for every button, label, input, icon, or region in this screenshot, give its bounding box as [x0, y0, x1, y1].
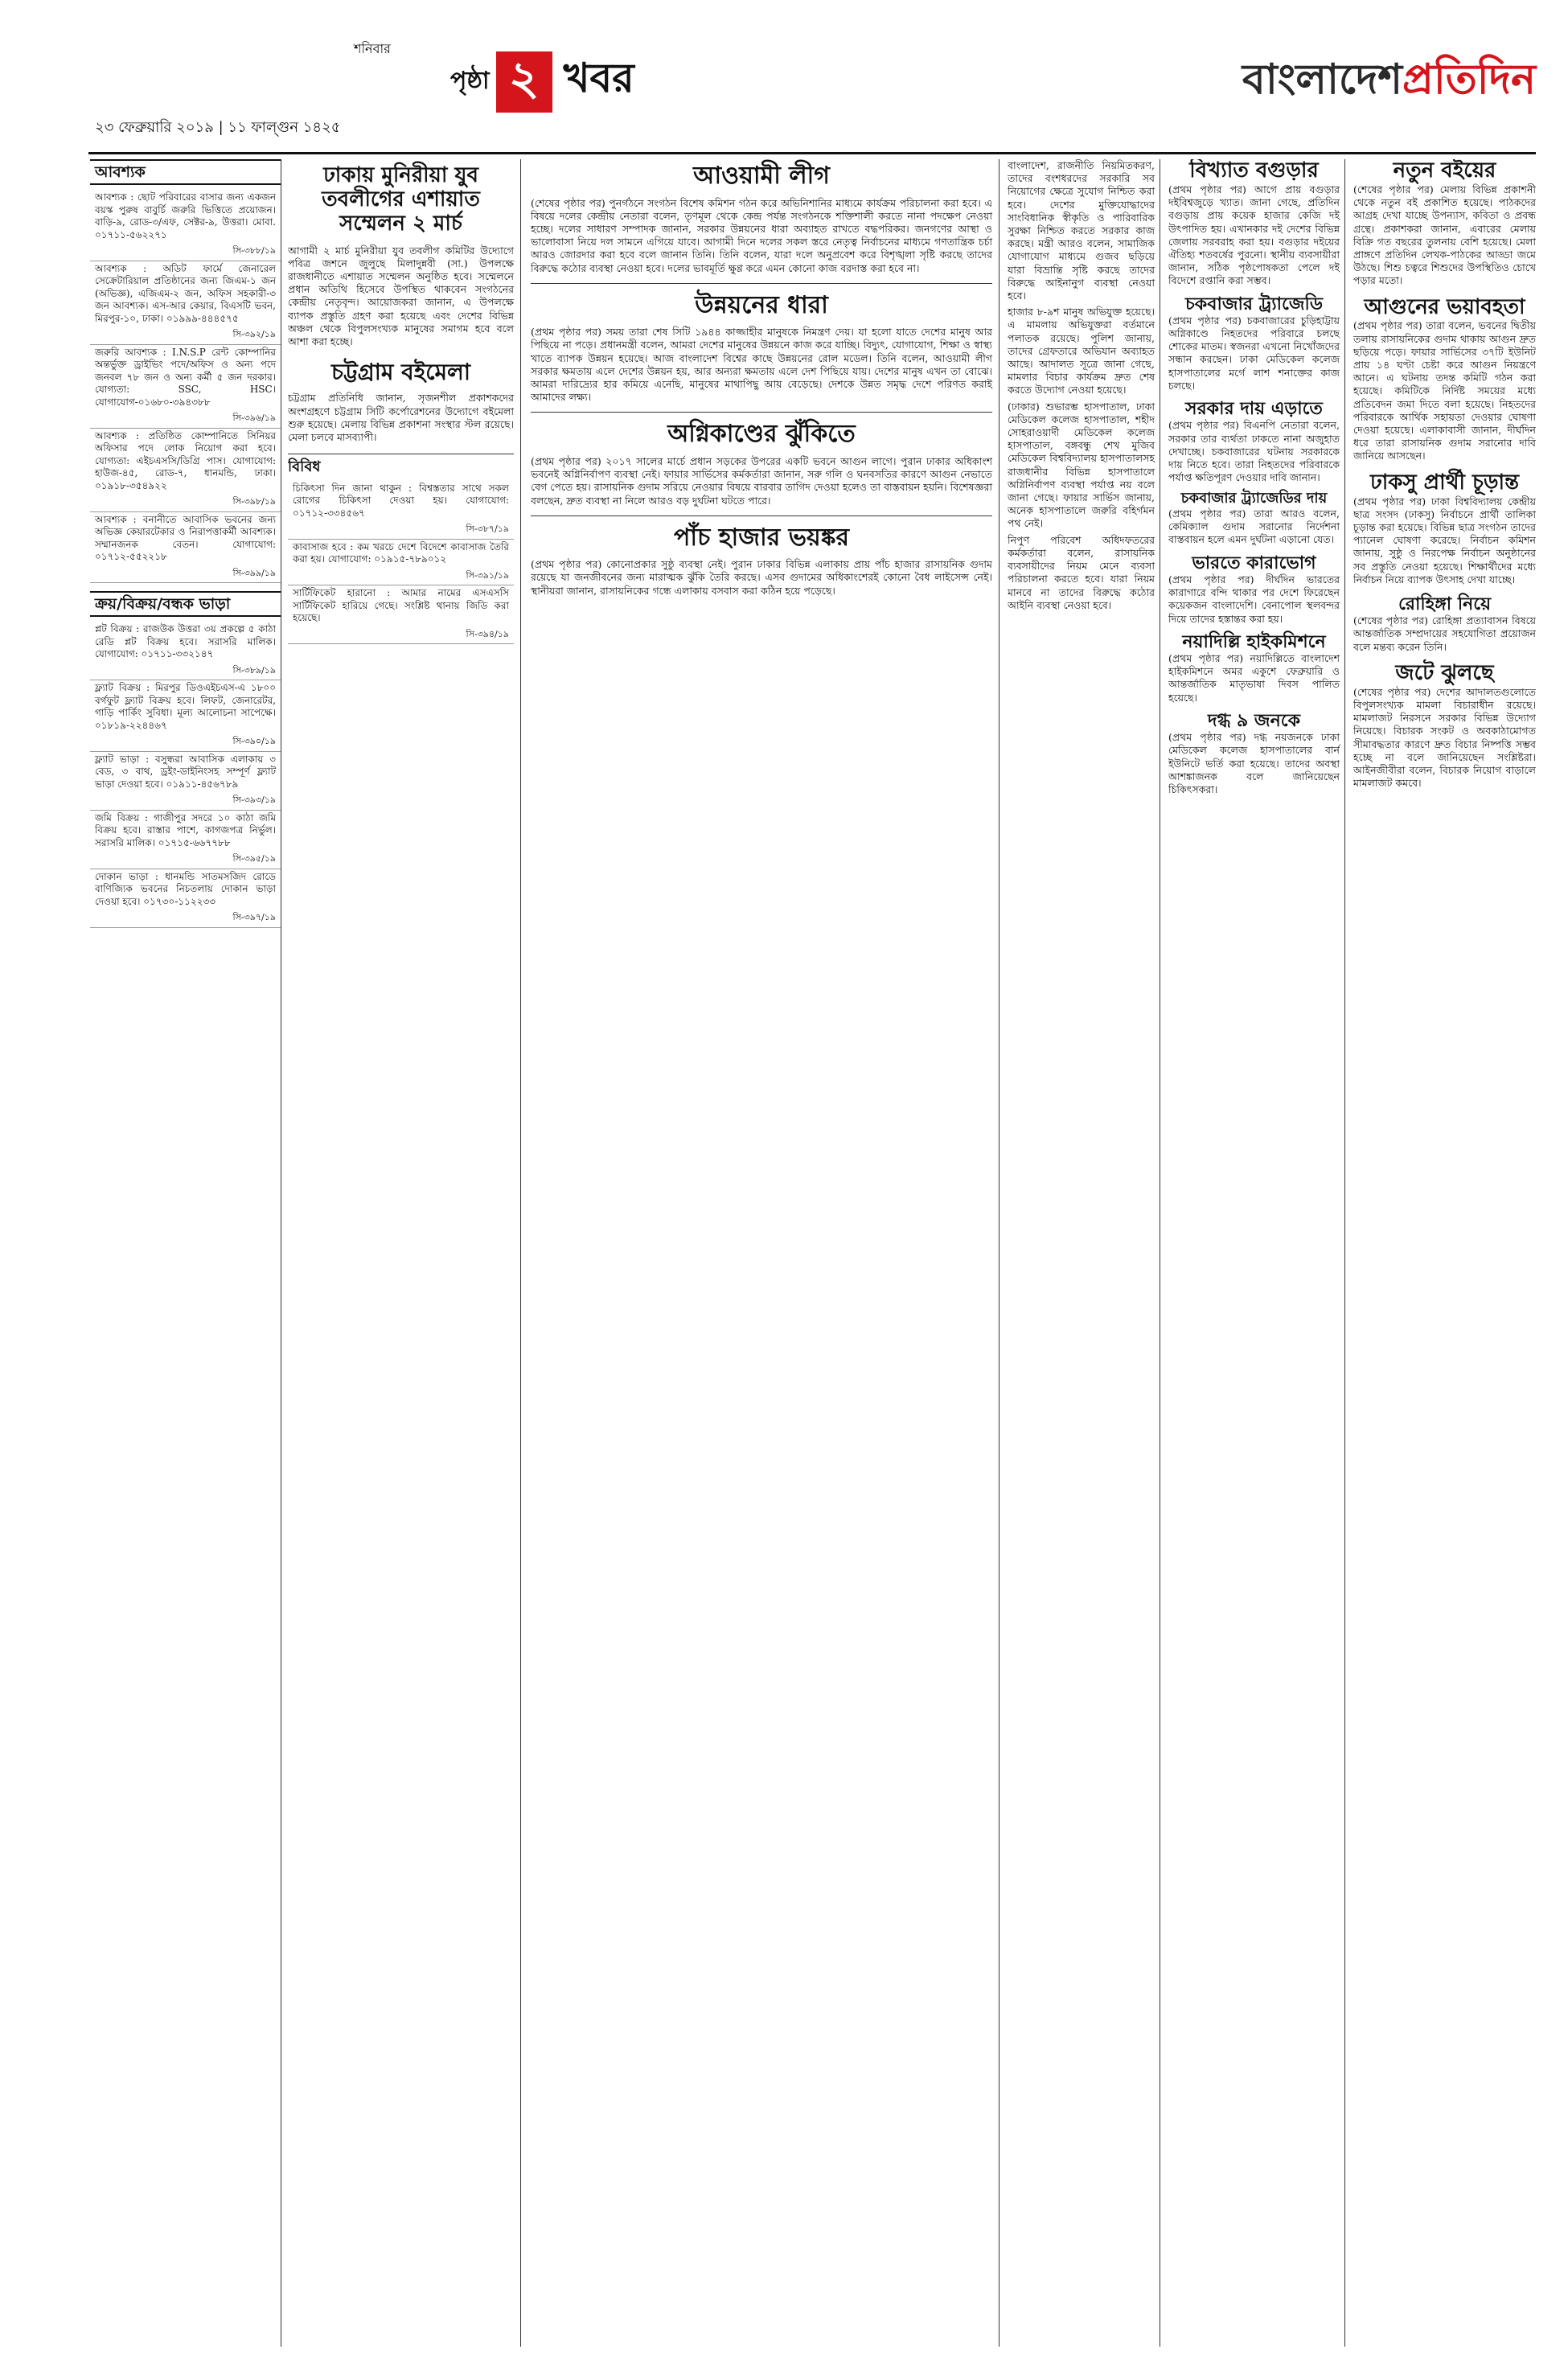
ad-reference: সি-৩৯৭/১৯ [232, 912, 276, 923]
headline-rohingya: রোহিঙ্গা নিয়ে [1398, 594, 1492, 614]
article-body: (প্রথম পৃষ্ঠার পর) দীর্ঘদিন ভারতের কারাগারে বন্দি থাকার পর দেশে ফিরেছেন কয়েকজন বাংলাদেশি। বেনাপোল স্থলবন্দর দিয়ে তাদের হস্তান্তর করা হয়। [1168, 573, 1340, 625]
ad-reference: সি-৩৯১/১৯ [466, 569, 509, 581]
ad-text: আবশ্যক : বনানীতে আবাসিক ভবনের জন্য অভিজ্ঞ কেয়ারটেকার ও নিরাপত্তাকর্মী আবশ্যক। সম্মানজনক বেতন। যোগাযোগ: ০১৭১২-৫৫২২১৮ [95, 513, 276, 563]
ad-reference: সি-৩৯৯/১৯ [232, 567, 276, 578]
section-title: খবর [563, 55, 634, 101]
ad-text: ফ্ল্যাট বিক্রয় : মিরপুর ডিওএইচএস-এ ১৮০০ বর্গফুট ফ্ল্যাট বিক্রয় হবে। লিফট, জেনারেটর, গাড়ি পার্কিং সুবিধা। মূল্য আলোচনা সাপেক্ষে। ০১৮১৯-২২৪৪৬৭ [95, 682, 276, 731]
classified-ad [90, 680, 281, 752]
column-four [1008, 159, 1160, 2347]
logo-part-a: বাংলাদেশ [1242, 55, 1403, 104]
article-body: (প্রথম পৃষ্ঠার পর) কোনোপ্রকার সুষ্ঠু ব্যবস্থা নেই। পুরান ঢাকার বিভিন্ন এলাকায় প্রায় পাঁচ হাজার রাসায়নিক গুদাম রয়েছে যা জনজীবনের জন্য মারাত্মক ঝুঁকি তৈরি করছে। এসব গুদামের অধিকাংশেরই কোনো বৈধ লাইসেন্স নেই। স্থানীয়রা জানান, রাসায়নিকের গন্ধে এলাকায় বসবাস করা কঠিন হয়ে পড়েছে। [531, 558, 992, 597]
classified-ad [90, 190, 281, 261]
ad-text: জমি বিক্রয় : গাজীপুর সদরে ১০ কাঠা জমি বিক্রয় হবে। রাস্তার পাশে, কাগজপত্র নির্ভুল। সরাসরি মালিক। ০১৭১৫-৬৬৭৭৮৮ [95, 811, 276, 848]
article-body: হাজার ৮-৯শ মানুষ অভিযুক্ত হয়েছে। এ মামলায় অভিযুক্তরা বর্তমানে পলাতক রয়েছে। পুলিশ জানায়, তাদের গ্রেফতারে অভিযান অব্যাহত আছে। আদালত সূত্রে জানা গেছে, মামলার বিচার কার্যক্রম দ্রুত শেষ করতে উদ্যোগ নেওয়া হয়েছে। [1008, 306, 1155, 396]
article-body: (প্রথম পৃষ্ঠার পর) সময় তারা শেষ সিটি ১৯৪৪ কাজ্জাহীর মানুষকে নিমন্ত্রণ দেয়। যা হলো যাতে দেশের মানুষ আর পিছিয়ে না পড়ে। প্রধানমন্ত্রী বলেন, আমরা দেশের মানুষের উন্নয়নে কাজ করে যাচ্ছি। বিদ্যুৎ, যোগাযোগ, শিক্ষা ও স্বাস্থ্য খাতে ব্যাপক উন্নয়ন হয়েছে। আজ বাংলাদেশ বিশ্বের কাছে উন্নয়নের রোল মডেল। তিনি বলেন, আওয়ামী লীগ সরকার ক্ষমতায় এলে দেশের উন্নয়ন হয়, আর অন্যরা ক্ষমতায় এলে দেশ পিছিয়ে যায়। দেশের মানুষ এখন তা বোঝে। আমরা দারিদ্র্যের হার কমিয়ে এনেছি, মানুষের মাথাপিছু আয় বেড়েছে। দেশকে উন্নত সমৃদ্ধ দেশে পরিণত করাই আমাদের লক্ষ্য। [531, 326, 992, 404]
classified-ad [288, 585, 514, 644]
classified-ad [90, 261, 281, 345]
ad-reference: সি-৩৯২/১৯ [232, 329, 276, 340]
ad-reference: সি-৩৮৯/১৯ [232, 664, 276, 676]
article-body: (প্রথম পৃষ্ঠার পর) ঢাকা বিশ্ববিদ্যালয় কেন্দ্রীয় ছাত্র সংসদ (ঢাকসু) নির্বাচনে প্রার্থী তালিকা চূড়ান্ত করা হয়েছে। বিভিন্ন ছাত্র সংগঠন তাদের প্যানেল ঘোষণা করেছে। নির্বাচন কমিশন জানায়, সুষ্ঠু ও নিরপেক্ষ নির্বাচন অনুষ্ঠানের সব প্রস্তুতি নেওয়া হয়েছে। শিক্ষার্থীদের মধ্যে নির্বাচন নিয়ে ব্যাপক উৎসাহ দেখা যাচ্ছে। [1353, 495, 1536, 585]
newspaper-logo [1242, 47, 1536, 117]
headline-high-commission: নয়াদিল্লি হাইকমিশনে [1182, 631, 1326, 652]
classified-ad [90, 811, 281, 869]
column-two [288, 159, 521, 2347]
article-body: (প্রথম পৃষ্ঠার পর) ২০১৭ সালের মার্চে প্রধান সড়কের উপরের একটি ভবনে আগুন লাগে। পুরান ঢাকার অধিকাংশ ভবনেই অগ্নিনির্বাপণ ব্যবস্থা নেই। ফায়ার সার্ভিসের কর্মকর্তারা জানান, সরু গলি ও ঘনবসতির কারণে আগুন নেভাতে বেগ পেতে হয়। রাসায়নিক গুদাম সরিয়ে নেওয়ার বিষয়ে বারবার তাগিদ দেওয়া হলেও তা বাস্তবায়ন হয়নি। বিশেষজ্ঞরা বলছেন, দ্রুত ব্যবস্থা না নিলে আরও বড় দুর্ঘটনা ঘটতে পারে। [531, 454, 992, 507]
ad-reference: সি-৩৯০/১৯ [232, 736, 276, 747]
headline-fire-risk: অগ্নিকাণ্ডের ঝুঁকিতে [667, 420, 856, 449]
classified-ad [288, 540, 514, 586]
headline-govt-blame: সরকার দায় এড়াতে [1185, 399, 1323, 420]
ad-text: প্লট বিক্রয় : রাজউক উত্তরা ৩য় প্রকল্পে ৫ কাঠা রেডি প্লট বিক্রয় হবে। সরাসরি মালিক। যোগাযোগ: ০১৭১১-৩৩২১৪৭ [95, 623, 276, 660]
publish-day: শনিবার [354, 41, 391, 56]
article-body: (প্রথম পৃষ্ঠার পর) চকবাজারের চুড়িহাট্টায় অগ্নিকাণ্ডে নিহতদের পরিবারে চলছে শোকের মাতম। স্বজনরা এখনো নিখোঁজদের সন্ধান করছেন। ঢাকা মেডিকেল কলেজ হাসপাতালের মর্গে লাশ শনাক্তের কাজ চলছে। [1168, 314, 1340, 392]
headline-five-thousand: পাঁচ হাজার ভয়ঙ্কর [674, 523, 849, 552]
article-body: (প্রথম পৃষ্ঠার পর) তারা আরও বলেন, কেমিক্যাল গুদাম সরানোর নির্দেশনা বাস্তবায়ন হলে এমন দুর্ঘটনা এড়ানো যেত। [1168, 507, 1340, 546]
headline-chawkbazar: চকবাজার ট্র্যাজেডি [1184, 294, 1324, 314]
article-body: নিপুণ পরিবেশ অধিদফতরের কর্মকর্তারা বলেন, রাসায়নিক ব্যবসায়ীদের নিয়ম মেনে ব্যবসা পরিচালনা করতে হবে। যারা নিয়ম মানবে না তাদের বিরুদ্ধে কঠোর আইনি ব্যবস্থা নেওয়া হবে। [1008, 533, 1155, 611]
headline-ducsu: ঢাকসু প্রার্থী চূড়ান্ত [1370, 470, 1519, 495]
ad-text: আবশ্যক : প্রতিষ্ঠিত কোম্পানিতে সিনিয়র অফিসার পদে লোক নিয়োগ করা হবে। যোগ্যতা: এইচএসসি/ডিগ্রি পাস। যোগাযোগ: হাউজ-৪৫, রোড-৭, ধানমন্ডি, ঢাকা। ০১৯১৮-৩৫৪৯২২ [95, 429, 276, 491]
classified-ad [90, 345, 281, 429]
section-heading-misc: বিবিধ [288, 458, 321, 476]
ad-text: আবশ্যক : অডিট ফার্মে জেনারেল সেক্রেটারিয়াল প্রতিষ্ঠানের জন্য জিএম-১ জন (অভিজ্ঞ), এজিএম-২ জন, অফিস সহকারী-৩ জন আবশ্যক। এস-আর কেয়ার, বিএসটি ভবন, মিরপুর-১০, ঢাকা। ০১৯৯৯-৪৪৪৫৭৫ [95, 262, 276, 324]
article-body: (প্রথম পৃষ্ঠার পর) বিএনপি নেতারা বলেন, সরকার তার ব্যর্থতা ঢাকতে নানা অজুহাত দেখাচ্ছে। চকবাজারের ঘটনায় সরকারকে দায় নিতে হবে। তারা নিহতদের পরিবারকে পর্যাপ্ত ক্ষতিপূরণ দেওয়ার দাবি জানান। [1168, 419, 1340, 484]
ad-reference: সি-৩৯৪/১৯ [466, 628, 509, 639]
ad-text: ফ্ল্যাট ভাড়া : বসুন্ধরা আবাসিক এলাকায় ৩ বেড, ৩ বাথ, ড্রইং-ডাইনিংসহ সম্পূর্ণ ফ্ল্যাট ভাড়া দেওয়া হবে। ০১৯১১-৪৫৬৭৮৯ [95, 753, 276, 790]
section-heading-sale: ক্রয়/বিক্রয়/বন্ধক ভাড়া [90, 591, 281, 617]
article-body: (শেষের পৃষ্ঠার পর) মেলায় বিভিন্ন প্রকাশনী থেকে নতুন বই প্রকাশিত হয়েছে। পাঠকদের আগ্রহ দেখা যাচ্ছে উপন্যাস, কবিতা ও প্রবন্ধ গ্রন্থে। প্রকাশকরা জানান, এবারের মেলায় বিক্রি গত বছরের তুলনায় বেশি হয়েছে। মেলা প্রাঙ্গণে প্রতিদিন লেখক-পাঠকের আড্ডা জমে উঠছে। শিশু চত্বরে শিশুদের উপস্থিতিও চোখে পড়ার মতো। [1353, 183, 1536, 287]
classifieds-column [90, 159, 281, 2347]
page-indicator [450, 48, 634, 115]
ad-text: জরুরি আবশ্যক : I.N.S.P রেন্ট কোম্পানির অন্তর্ভুক্ত ড্রাইভিং পদে/অফিস ও অন্য পদে জনবল ৭৮ জন ও অন্য কর্মী ৫ জন দরকার। যোগ্যতা: SSC, HSC। যোগাযোগ-০১৬৮০-৩৯৪৩৮৮ [95, 346, 276, 408]
article-body: (প্রথম পৃষ্ঠার পর) তারা বলেন, ভবনের দ্বিতীয় তলায় রাসায়নিকের গুদাম থাকায় আগুন দ্রুত ছড়িয়ে পড়ে। ফায়ার সার্ভিসের ৩৭টি ইউনিট প্রায় ১৪ ঘণ্টা চেষ্টা করে আগুন নিয়ন্ত্রণে আনে। এ ঘটনায় তদন্ত কমিটি গঠন করা হয়েছে। কমিটিকে নির্দিষ্ট সময়ের মধ্যে প্রতিবেদন জমা দিতে বলা হয়েছে। নিহতদের পরিবারকে আর্থিক সহায়তা দেওয়ার ঘোষণা দেওয়া হয়েছে। এলাকাবাসী জানান, দীর্ঘদিন ধরে তারা রাসায়নিক গুদাম সরানোর দাবি জানিয়ে আসছেন। [1353, 319, 1536, 462]
ad-text: চিকিৎসা দিন জানা থাকুন : বিশ্বস্ততার সাথে সকল রোগের চিকিৎসা দেওয়া হয়। যোগাযোগ: ০১৭১২-৩৩৪৫৬৭ [293, 482, 509, 519]
classified-ad [90, 869, 281, 928]
headline-burn-victims: দগ্ধ ৯ জনকে [1208, 710, 1300, 731]
headline-development: উন্নয়নের ধারা [695, 290, 828, 319]
ad-text: দোকান ভাড়া : ধানমন্ডি সাতমসজিদ রোডে বাণিজ্যিক ভবনের নিচতলায় দোকান ভাড়া দেওয়া হবে। ০১৭৩০-১১২২৩৩ [95, 870, 276, 907]
headline-india-jail: ভারতে কারাভোগ [1192, 552, 1316, 573]
ad-text: কাবাসাজ হবে : কম খরচে দেশে বিদেশে কাবাসাজ তৈরি করা হয়। যোগাযোগ: ০১৯১৫-৭৮৯০১২ [293, 540, 509, 565]
ad-reference: সি-৩৯৫/১৯ [232, 853, 276, 865]
headline-new-books: নতুন বইয়ের [1393, 159, 1496, 183]
logo-part-b: প্রতিদিন [1402, 55, 1536, 104]
headline-fire-horror: আগুনের ভয়াবহতা [1364, 294, 1525, 319]
classified-ad [90, 429, 281, 512]
classified-ad [90, 752, 281, 811]
headline-youth-conference: ঢাকায় মুনিরীয়া যুব তবলীগের এশায়াত সম্মেলন ২ মার্চ [322, 163, 480, 236]
article-body: (শেষের পৃষ্ঠার পর) রোহিঙ্গা প্রত্যাবাসন বিষয়ে আন্তর্জাতিক সম্প্রদায়ের সহযোগিতা প্রয়োজন বলে মন্তব্য করেন তিনি। [1353, 614, 1536, 653]
classified-ad [288, 481, 514, 540]
article-body: (প্রথম পৃষ্ঠার পর) আগে প্রায় বগুড়ার দইবিশ্বজুড়ে খ্যাত। জানা গেছে, প্রতিদিন বগুড়ায় প্রায় কয়েক হাজার কেজি দই উৎপাদিত হয়। এখানকার দই দেশের বিভিন্ন জেলায় সরবরাহ করা হয়। বগুড়ার দইয়ের ঐতিহ্য শতবর্ষের পুরনো। স্থানীয় ব্যবসায়ীরা জানান, সঠিক পৃষ্ঠপোষকতা পেলে দই বিদেশে রপ্তানি করা সম্ভব। [1168, 183, 1340, 287]
headline-bogura: বিখ্যাত বগুড়ার [1189, 159, 1319, 183]
article-body: বাংলাদেশ, রাজনীতি নিয়মিতকরণ, তাদের বংশধরদের সরকারি সব নিয়োগের ক্ষেত্রে সুযোগ নিশ্চিত করা হবে। দেশের মুক্তিযোদ্ধাদের সাংবিধানিক স্বীকৃতি ও পারিবারিক সুরক্ষা নিশ্চিত করতে সরকার কাজ করছে। মন্ত্রী আরও বলেন, সামাজিক যোগাযোগ মাধ্যমে গুজব ছড়িয়ে যারা বিভ্রান্তি সৃষ্টি করছে তাদের বিরুদ্ধে আইনানুগ ব্যবস্থা নেওয়া হবে। [1008, 159, 1155, 302]
headline-awami-league: আওয়ামী লীগ [693, 162, 830, 190]
column-six [1353, 159, 1536, 2347]
page-word: পৃষ্ঠা [450, 67, 490, 95]
article-body: (ঢাকার) শুভারম্ভ হাসপাতাল, ঢাকা মেডিকেল কলেজ হাসপাতাল, শহীদ সোহরাওয়ার্দী মেডিকেল কলেজ হাসপাতাল, বঙ্গবন্ধু শেখ মুজিব মেডিকেল বিশ্ববিদ্যালয় হাসপাতালসহ রাজধানীর বিভিন্ন হাসপাতালে অগ্নিনির্বাপণ ব্যবস্থা পর্যাপ্ত নয় বলে জানা গেছে। ফায়ার সার্ভিস জানায়, অনেক হাসপাতালে জরুরি বহির্গমন পথ নেই। [1008, 400, 1155, 530]
section-heading-wanted: আবশ্যক [90, 159, 281, 185]
ad-reference: সি-৩৮৮/১৯ [232, 245, 276, 257]
headline-case-backlog: জটে ঝুলছে [1395, 660, 1494, 685]
article-body: (শেষের পৃষ্ঠার পর) দেশের আদালতগুলোতে বিপুলসংখ্যক মামলা বিচারাধীন রয়েছে। মামলাজট নিরসনে সরকার বিভিন্ন উদ্যোগ নিয়েছে। বিচারক সংকট ও অবকাঠামোগত সীমাবদ্ধতার কারণে দ্রুত বিচার নিষ্পত্তি সম্ভব হচ্ছে না বলে জানিয়েছেন সংশ্লিষ্টরা। আইনজীবীরা বলেন, বিচারক নিয়োগ বাড়ালে মামলাজট কমবে। [1353, 685, 1536, 790]
page-number: ২ [496, 51, 552, 113]
article-body: (প্রথম পৃষ্ঠার পর) নয়াদিল্লিতে বাংলাদেশ হাইকমিশনে অমর একুশে ফেব্রুয়ারি ও আন্তর্জাতিক মাতৃভাষা দিবস পালিত হয়েছে। [1168, 652, 1340, 704]
ad-reference: সি-৩৯৮/১৯ [232, 496, 276, 507]
column-three [531, 159, 999, 2347]
headline-chawkbazar-responsibility: চকবাজার ট্র্যাজেডির দায় [1180, 490, 1328, 507]
classified-ad [90, 622, 281, 680]
publish-date: ২৩ ফেব্রুয়ারি ২০১৯ | ১১ ফাল্গুন ১৪২৫ [95, 119, 341, 136]
column-five [1168, 159, 1345, 2347]
article-body: চট্টগ্রাম প্রতিনিধি জানান, সৃজনশীল প্রকাশকদের অংশগ্রহণে চট্টগ্রাম সিটি কর্পোরেশনের উদ্যোগে বইমেলা শুরু হয়েছে। মেলায় বিভিন্ন প্রকাশনা সংস্থার স্টল রয়েছে। মেলা চলবে মাসব্যাপী। [288, 392, 514, 444]
headline-book-fair: চট্টগ্রাম বইমেলা [330, 359, 471, 386]
ad-reference: সি-৩৮৭/১৯ [466, 524, 509, 535]
classified-ad [90, 512, 281, 584]
article-body: (শেষের পৃষ্ঠার পর) পুনর্গঠনে সংগঠন বিশেষ কমিশন গঠন করে অভিনিশানির মাধ্যমে কার্যক্রম পরিচালনা করা হবে। এ বিষয়ে দলের কেন্দ্রীয় নেতারা বলেন, তৃণমূল থেকে কেন্দ্র পর্যন্ত সংগঠনকে শক্তিশালী করতে নানা পদক্ষেপ নেওয়া হচ্ছে। দলের সাধারণ সম্পাদক জানান, সরকার উন্নয়নের ধারা অব্যাহত রাখতে বদ্ধপরিকর। জনগণের আস্থা ও ভালোবাসা নিয়ে দল সামনে এগিয়ে যাবে। আগামী দিনে দলের সকল স্তরে নেতৃত্ব নির্বাচনের মাধ্যমে গণতান্ত্রিক চর্চা আরও জোরদার করা হবে বলে জানান তিনি। তিনি বলেন, যারা দলে অনুপ্রবেশ করে বিশৃঙ্খলা সৃষ্টি করছে তাদের বিরুদ্ধে কঠোর ব্যবস্থা নেওয়া হবে। দলের ভাবমূর্তি ক্ষুণ্ণ করে এমন কোনো কাজ বরদাস্ত করা হবে না। [531, 196, 992, 274]
ad-text: আবশ্যক : ছোট পরিবারের বাসার জন্য একজন বয়স্ক পুরুষ বাবুর্চি জরুরি ভিত্তিতে প্রয়োজন। বাড়ি-৯, রোড-৩/এফ, সেক্টর-৯, উত্তরা। মোবা. ০১৭১১-৫৬২২৭১ [95, 191, 276, 240]
article-body: (প্রথম পৃষ্ঠার পর) দগ্ধ নয়জনকে ঢাকা মেডিকেল কলেজ হাসপাতালের বার্ন ইউনিটে ভর্তি করা হয়েছে। তাদের অবস্থা আশঙ্কাজনক বলে জানিয়েছেন চিকিৎসকরা। [1168, 731, 1340, 795]
ad-text: সার্টিফিকেট হারানো : আমার নামের এসএসসি সার্টিফিকেট হারিয়ে গেছে। সংশ্লিষ্ট থানায় জিডি করা হয়েছে। [293, 587, 509, 624]
ad-reference: সি-৩৯৩/১৯ [232, 795, 276, 806]
article-body: আগামী ২ মার্চ মুনিরীয়া যুব তবলীগ কমিটির উদ্যোগে পবিত্র জশনে জুলুছে মিলাদুন্নবী (সা.) উপলক্ষে রাজধানীতে এশায়াত সম্মেলন অনুষ্ঠিত হবে। সম্মেলনে প্রধান অতিথি হিসেবে উপস্থিত থাকবেন সংগঠনের কেন্দ্রীয় নেতৃবৃন্দ। আয়োজকরা জানান, এ উপলক্ষে ব্যাপক প্রস্তুতি গ্রহণ করা হয়েছে এবং দেশের বিভিন্ন অঞ্চল থেকে বিপুলসংখ্যক মানুষের সমাগম হবে বলে আশা করা হচ্ছে। [288, 244, 514, 348]
masthead [88, 16, 1536, 154]
ad-reference: সি-৩৯৬/১৯ [232, 413, 276, 424]
